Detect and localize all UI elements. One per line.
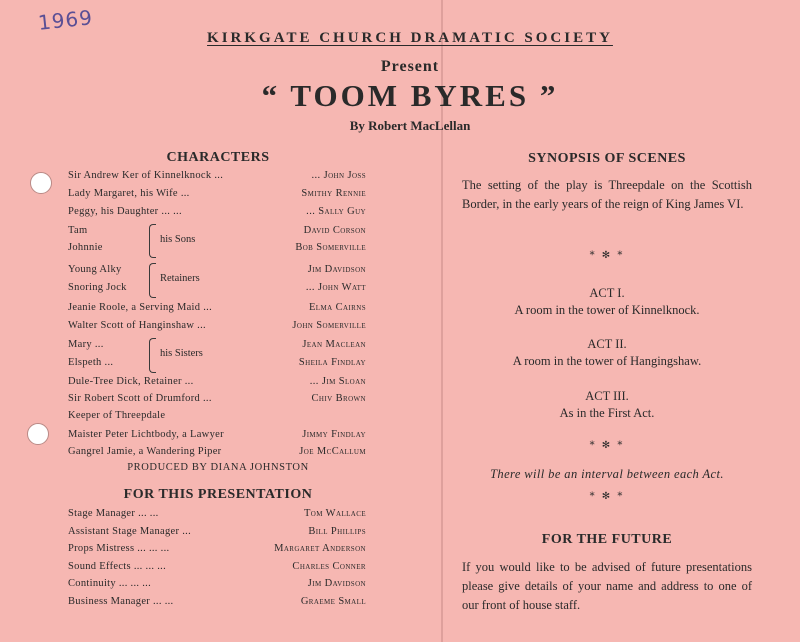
synopsis-heading: SYNOPSIS OF SCENES <box>528 151 686 166</box>
cast-role: Peggy, his Daughter ... ... <box>68 206 182 217</box>
cast-actor: David Corson <box>303 225 366 236</box>
cast-row <box>68 320 366 336</box>
cast-actor: Jean Maclean <box>302 339 366 350</box>
star-divider: * ✻ * <box>589 491 625 502</box>
star-divider: * ✻ * <box>589 440 625 451</box>
cast-row <box>68 264 366 280</box>
crew-row <box>68 596 366 612</box>
setting-paragraph: The setting of the play is Threepdale on the Scottish Border, in the early years of the reign of King James VI. <box>462 178 752 211</box>
cast-role: Jeanie Roole, a Serving Maid ... <box>68 302 213 313</box>
crew-role: Sound Effects ... ... ... <box>68 561 167 572</box>
cast-role: Young Alky <box>68 264 122 275</box>
bracket-sisters <box>149 338 156 373</box>
play-author: By Robert MacLellan <box>349 118 471 133</box>
cast-role: Keeper of Threepdale <box>68 410 166 421</box>
cast-role: Walter Scott of Hanginshaw ... <box>68 320 206 331</box>
crew-row <box>68 543 366 559</box>
interval-note: There will be an interval between each Act. <box>490 467 724 481</box>
cast-actor: John Somerville <box>292 320 366 331</box>
crew-row <box>68 561 366 577</box>
cast-row <box>68 170 366 186</box>
act2-title: ACT II. <box>587 337 627 351</box>
crew-name: Charles Conner <box>292 561 366 572</box>
cast-row <box>68 242 366 258</box>
cast-row <box>68 357 366 373</box>
present-line: Present <box>380 58 440 75</box>
cast-role: Sir Andrew Ker of Kinnelknock ... <box>68 170 224 181</box>
cast-role: Gangrel Jamie, a Wandering Piper <box>68 446 222 457</box>
future-heading: FOR THE FUTURE <box>541 532 673 547</box>
cast-actor: Jim Davidson <box>307 264 366 275</box>
crew-name: Jim Davidson <box>307 578 366 589</box>
handwritten-year: 1969 <box>36 5 95 35</box>
crew-name: Tom Wallace <box>303 508 366 519</box>
group-label-retainers: Retainers <box>160 273 200 284</box>
cast-actor: Elma Cairns <box>308 302 366 313</box>
crew-row <box>68 578 366 594</box>
cast-role: Snoring Jock <box>68 282 127 293</box>
crew-name: Bill Phillips <box>308 526 366 537</box>
crew-name: Graeme Small <box>300 596 366 607</box>
crew-role: Stage Manager ... ... <box>68 508 159 519</box>
act1-description: A room in the tower of Kinnelknock. <box>514 303 700 317</box>
crew-role: Assistant Stage Manager ... <box>68 526 191 537</box>
cast-row <box>68 282 366 298</box>
cast-row <box>68 429 366 445</box>
crew-name: Margaret Anderson <box>274 543 366 554</box>
cast-row <box>68 446 366 462</box>
cast-row <box>68 302 366 318</box>
characters-heading: CHARACTERS <box>166 150 270 165</box>
bracket-sons <box>149 224 156 258</box>
cast-actor: ... John Watt <box>305 282 366 293</box>
cast-role: Maister Peter Lichtbody, a Lawyer <box>68 429 224 440</box>
star-divider: * ✻ * <box>589 250 625 261</box>
cast-actor: ... Sally Guy <box>306 206 366 217</box>
cast-actor: Chiv Brown <box>311 393 366 404</box>
cast-row <box>68 206 366 222</box>
cast-role: Johnnie <box>68 242 103 253</box>
cast-actor: ... Jim Sloan <box>309 376 366 387</box>
cast-actor: Jimmy Findlay <box>302 429 366 440</box>
cast-actor: ... John Joss <box>311 170 366 181</box>
society-name: KIRKGATE CHURCH DRAMATIC SOCIETY <box>207 30 613 46</box>
crew-row <box>68 508 366 524</box>
cast-role: Dule-Tree Dick, Retainer ... <box>68 376 194 387</box>
act3-title: ACT III. <box>585 389 629 403</box>
presentation-heading: FOR THIS PRESENTATION <box>123 487 313 502</box>
act1-title: ACT I. <box>589 286 625 300</box>
cast-actor: Smithy Rennie <box>301 188 366 199</box>
play-title: “ TOOM BYRES ” <box>261 78 559 113</box>
act2-description: A room in the tower of Hangingshaw. <box>512 354 702 368</box>
punch-hole-bottom <box>27 423 49 445</box>
crew-role: Business Manager ... ... <box>68 596 174 607</box>
cast-row <box>68 376 366 392</box>
cast-role: Lady Margaret, his Wife ... <box>68 188 190 199</box>
punch-hole-top <box>30 172 52 194</box>
cast-role: Mary ... <box>68 339 104 350</box>
cast-row <box>68 393 366 409</box>
produced-by: PRODUCED BY DIANA JOHNSTON <box>127 462 309 473</box>
cast-actor: Bob Somerville <box>295 242 366 253</box>
group-label-sisters: his Sisters <box>160 348 203 359</box>
cast-row <box>68 339 366 355</box>
cast-role: Tam <box>68 225 88 236</box>
cast-role: Elspeth ... <box>68 357 114 368</box>
crew-role: Continuity ... ... ... <box>68 578 152 589</box>
act3-description: As in the First Act. <box>559 406 655 420</box>
crew-row <box>68 526 366 542</box>
cast-actor: Sheila Findlay <box>298 357 366 368</box>
future-paragraph: If you would like to be advised of future presentations please give details of your name and address to one of our front of house staff. <box>462 560 752 612</box>
group-label-sons: his Sons <box>160 234 196 245</box>
cast-row <box>68 188 366 204</box>
cast-row <box>68 410 366 426</box>
cast-actor: Joe McCallum <box>299 446 366 457</box>
crew-role: Props Mistress ... ... ... <box>68 543 170 554</box>
cast-role: Sir Robert Scott of Drumford ... <box>68 393 212 404</box>
cast-row <box>68 225 366 241</box>
bracket-retainers <box>149 263 156 298</box>
